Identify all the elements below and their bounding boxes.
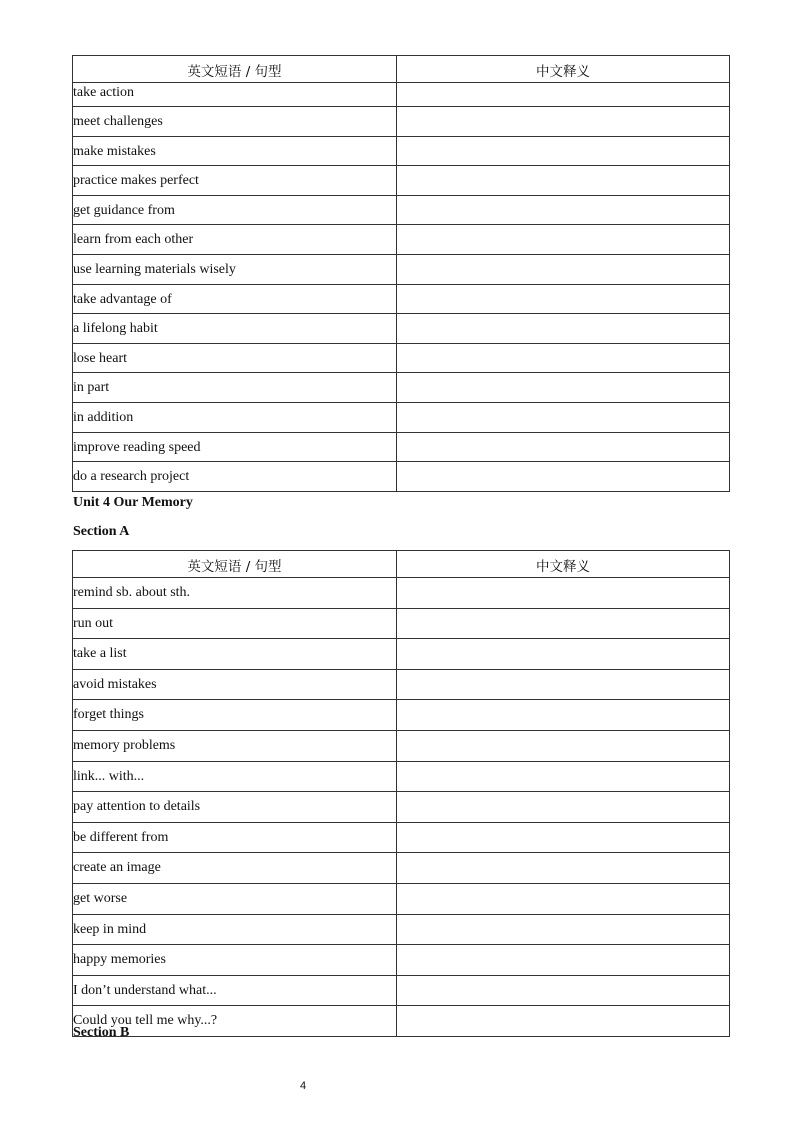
chinese-meaning-cell[interactable] (397, 314, 730, 344)
english-phrase-cell: remind sb. about sth. (73, 578, 397, 609)
table-row (73, 314, 730, 344)
english-phrase-cell: take advantage of (73, 284, 397, 314)
english-phrase-cell: practice makes perfect (73, 166, 397, 196)
english-phrase-cell: use learning materials wisely (73, 254, 397, 284)
header-english-phrase: 英文短语 / 句型 (73, 56, 397, 83)
english-phrase-cell: learn from each other (73, 225, 397, 255)
english-phrase-cell: a lifelong habit (73, 314, 397, 344)
chinese-meaning-cell[interactable] (397, 166, 730, 196)
table-row (73, 853, 730, 884)
table-row (73, 284, 730, 314)
english-phrase-cell: avoid mistakes (73, 669, 397, 700)
english-phrase-cell: forget things (73, 700, 397, 731)
table-row (73, 343, 730, 373)
table-row (73, 83, 730, 107)
english-phrase-cell: pay attention to details (73, 792, 397, 823)
english-phrase-cell: take action (73, 83, 397, 107)
chinese-meaning-cell[interactable] (397, 432, 730, 462)
chinese-meaning-cell[interactable] (397, 578, 730, 609)
english-phrase-cell: link... with... (73, 761, 397, 792)
chinese-meaning-cell[interactable] (397, 792, 730, 823)
english-phrase-cell: lose heart (73, 343, 397, 373)
chinese-meaning-cell[interactable] (397, 1006, 730, 1037)
english-phrase-cell: run out (73, 608, 397, 639)
table-row (73, 373, 730, 403)
chinese-meaning-cell[interactable] (397, 700, 730, 731)
section-a-heading: Section A (73, 524, 130, 539)
table-row (73, 225, 730, 255)
chinese-meaning-cell[interactable] (397, 195, 730, 225)
chinese-meaning-cell[interactable] (397, 136, 730, 166)
table-row (73, 166, 730, 196)
chinese-meaning-cell[interactable] (397, 975, 730, 1006)
table-row (73, 945, 730, 976)
chinese-meaning-cell[interactable] (397, 608, 730, 639)
english-phrase-cell: Could you tell me why...? (73, 1006, 397, 1037)
english-phrase-cell: create an image (73, 853, 397, 884)
english-phrase-cell: get guidance from (73, 195, 397, 225)
table-row (73, 1006, 730, 1037)
table-row (73, 883, 730, 914)
section-b-heading: Section B (73, 1025, 130, 1040)
header-english-phrase: 英文短语 / 句型 (73, 551, 397, 578)
chinese-meaning-cell[interactable] (397, 83, 730, 107)
english-phrase-cell: make mistakes (73, 136, 397, 166)
english-phrase-cell: take a list (73, 639, 397, 670)
english-phrase-cell: improve reading speed (73, 432, 397, 462)
table-row (73, 432, 730, 462)
unit-title: Unit 4 Our Memory (73, 495, 193, 510)
vocab-table-2 (72, 550, 730, 1037)
english-phrase-cell: I don’t understand what... (73, 975, 397, 1006)
chinese-meaning-cell[interactable] (397, 669, 730, 700)
chinese-meaning-cell[interactable] (397, 402, 730, 432)
table-row (73, 254, 730, 284)
table-header-row (73, 56, 730, 83)
chinese-meaning-cell[interactable] (397, 914, 730, 945)
table-header-row (73, 551, 730, 578)
table-row (73, 669, 730, 700)
header-chinese-meaning: 中文释义 (397, 551, 730, 578)
english-phrase-cell: in part (73, 373, 397, 403)
chinese-meaning-cell[interactable] (397, 853, 730, 884)
chinese-meaning-cell[interactable] (397, 107, 730, 137)
vocab-table-1 (72, 55, 730, 492)
english-phrase-cell: in addition (73, 402, 397, 432)
chinese-meaning-cell[interactable] (397, 225, 730, 255)
english-phrase-cell: memory problems (73, 730, 397, 761)
table-row (73, 792, 730, 823)
chinese-meaning-cell[interactable] (397, 639, 730, 670)
chinese-meaning-cell[interactable] (397, 284, 730, 314)
english-phrase-cell: be different from (73, 822, 397, 853)
english-phrase-cell: do a research project (73, 462, 397, 492)
chinese-meaning-cell[interactable] (397, 883, 730, 914)
table-row (73, 975, 730, 1006)
english-phrase-cell: happy memories (73, 945, 397, 976)
table-row (73, 700, 730, 731)
table-row (73, 107, 730, 137)
table-row (73, 914, 730, 945)
table-row (73, 608, 730, 639)
table-row (73, 462, 730, 492)
header-chinese-meaning: 中文释义 (397, 56, 730, 83)
chinese-meaning-cell[interactable] (397, 730, 730, 761)
table-row (73, 136, 730, 166)
table-row (73, 578, 730, 609)
chinese-meaning-cell[interactable] (397, 822, 730, 853)
chinese-meaning-cell[interactable] (397, 945, 730, 976)
table-row (73, 402, 730, 432)
chinese-meaning-cell[interactable] (397, 462, 730, 492)
chinese-meaning-cell[interactable] (397, 761, 730, 792)
chinese-meaning-cell[interactable] (397, 343, 730, 373)
table-row (73, 639, 730, 670)
table-row (73, 195, 730, 225)
table-row (73, 730, 730, 761)
table-body (73, 83, 730, 492)
chinese-meaning-cell[interactable] (397, 373, 730, 403)
table-row (73, 822, 730, 853)
table-body (73, 578, 730, 1037)
chinese-meaning-cell[interactable] (397, 254, 730, 284)
english-phrase-cell: get worse (73, 883, 397, 914)
table-row (73, 761, 730, 792)
english-phrase-cell: keep in mind (73, 914, 397, 945)
page-number: 4 (300, 1080, 307, 1092)
english-phrase-cell: meet challenges (73, 107, 397, 137)
